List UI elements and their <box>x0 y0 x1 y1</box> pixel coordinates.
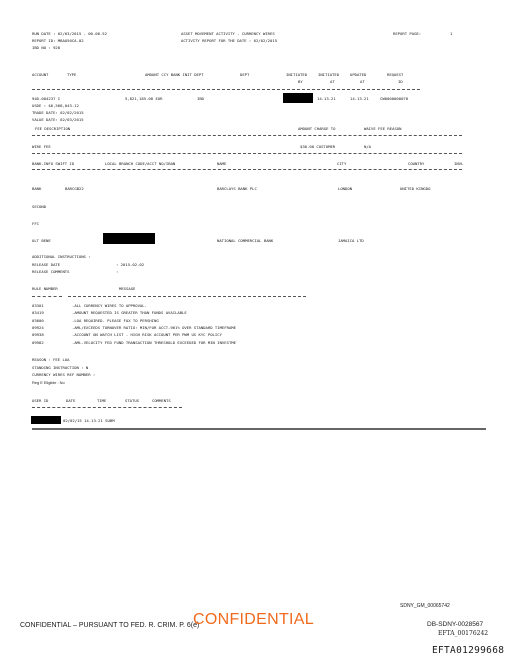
rule-number: 03419 <box>32 310 44 315</box>
record-trade-date: TRADE DATE: 02/02/2015 <box>32 110 84 115</box>
rule-message: -ALL CURRENCY WIRES TO APPROVAL. <box>72 303 147 308</box>
col-initiated-at: INITIATED <box>318 72 340 77</box>
name-header: NAME <box>217 161 227 166</box>
ibd-number: IBD NO : 928 <box>32 45 61 50</box>
col-request-id-2: ID <box>398 79 403 84</box>
bank-swift: BARCGB22 <box>65 186 84 191</box>
record-updated-time: 14.13.21 <box>350 96 369 101</box>
rule-message-separator <box>68 296 306 297</box>
rule-message-header: MESSAGE <box>119 286 136 291</box>
status-row: 02/02/15 14.13.21 SUBM <box>63 418 115 423</box>
fee-name: WIRE FEE <box>32 144 51 149</box>
rule-number-separator <box>32 296 62 297</box>
fee-separator <box>32 135 462 136</box>
col-updated-at: UPDATED <box>350 72 367 77</box>
record-value-date: VALUE DATE: 02/03/2015 <box>32 117 84 122</box>
fee-waive-header: WAIVE FEE REASON <box>364 126 402 131</box>
ult-bene-label: ULT BENE <box>32 238 51 243</box>
header-separator <box>32 89 420 90</box>
rule-message: -LOA REQUIRED. PLEASE FAX TO PERSHING <box>72 318 159 323</box>
additional-instructions: ADDITIONAL INSTRUCTIONS : <box>32 254 91 259</box>
status-header: STATUS <box>125 398 140 403</box>
report-page-number: 1 <box>450 31 453 36</box>
release-comments-label: RELEASE COMMENTS <box>32 269 70 274</box>
rule-number: 09924 <box>32 325 44 330</box>
redaction-box <box>103 233 155 244</box>
rule-message: -AML/EXCEEDS TURNOVER RATIO: MIN/FOR ACCT-961% OVER STANDARD TIMEFRAME <box>72 325 236 330</box>
branch-code-header: LOCAL BRANCH CODE/ACCT NO/IBAN <box>105 161 176 166</box>
record-amount: 5,821,185.08 EUR <box>125 96 163 101</box>
comments-header: COMMENTS <box>152 398 171 403</box>
col-initiated-at-2: AT <box>330 79 335 84</box>
rule-message: -AML-VELOCITY FED FUND TRANSACTION THRESHOLD EXCEEDED FOR MIN INVESTME <box>72 340 236 345</box>
rule-number: 03600 <box>32 318 44 323</box>
col-type: TYPE <box>67 72 77 77</box>
bank-country: UNITED KINGDO <box>400 186 431 191</box>
confidential-notice: CONFIDENTIAL – PURSUANT TO FED. R. CRIM. P. 6(e) <box>20 622 200 629</box>
record-init: IBD <box>197 96 205 101</box>
second-label: SECOND <box>32 204 47 209</box>
activity-report-date: ACTIVITY REPORT FOR THE DATE : 02/02/2015 <box>181 38 278 43</box>
bank-info-separator <box>32 169 462 170</box>
col-account: ACCOUNT <box>32 72 49 77</box>
redaction-box <box>283 93 313 103</box>
ult-bene-city: JAMAICA LTD <box>338 238 364 243</box>
confidential-stamp: CONFIDENTIAL <box>193 611 314 628</box>
col-initiated-by-2: BY <box>298 79 303 84</box>
status-separator <box>32 407 182 408</box>
release-date-value: : 2015-02-02 <box>116 262 145 267</box>
rule-number: 03301 <box>32 303 44 308</box>
date-header: DATE <box>66 398 76 403</box>
record-initiated-time: 14.13.21 <box>317 96 336 101</box>
col-updated-at-2: AT <box>360 79 365 84</box>
redaction-box <box>31 416 61 424</box>
end-rule <box>32 428 486 430</box>
col-dept: DEPT <box>240 72 250 77</box>
fee-description-header: FEE DESCRIPTION <box>35 126 71 131</box>
bank-city: LONDON <box>338 186 353 191</box>
fee-amount-header: AMOUNT CHARGE TO <box>298 126 336 131</box>
col-initiated-by: INITIATED <box>286 72 308 77</box>
fee-waive: N/A <box>364 144 372 149</box>
bates-gm: SDNY_GM_00065742 <box>400 603 450 609</box>
release-comments-value: : <box>116 269 119 274</box>
standing-instruction: STANDING INSTRUCTION : N <box>32 365 89 370</box>
report-page-label: REPORT PAGE: <box>393 31 422 36</box>
fee-end-separator <box>32 153 462 154</box>
time-header: TIME <box>97 398 107 403</box>
user-id-header: USER ID <box>32 398 49 403</box>
fee-amount: $30.00 CUSTOMER <box>300 144 336 149</box>
record-usde: USDE : $6,568,043.12 <box>32 103 79 108</box>
rule-number: 09982 <box>32 340 44 345</box>
city-header: CITY <box>337 161 347 166</box>
col-amount-ccy: AMOUNT CCY BANK INIT DEPT <box>145 72 204 77</box>
record-request-id: CW0000000078 <box>380 96 409 101</box>
bank-name: BARCLAYS BANK PLC <box>217 186 257 191</box>
bank-info-header: BANK-INFO SWIFT ID <box>32 161 75 166</box>
ffc-label: FFC <box>32 221 40 226</box>
country-header: COUNTRY <box>408 161 425 166</box>
efta-large: EFTA01299668 <box>432 645 505 656</box>
rule-message: -ACCOUNT ON WATCH LIST - HIGH RISK ACCOUNT PER PWM US KYC POLICY <box>72 332 222 337</box>
invl-header: INVL <box>454 161 464 166</box>
rule-message: -AMOUNT REQUESTED IS GREATER THAN FUNDS AVAILABLE <box>72 310 187 315</box>
ult-bene-name: NATIONAL COMMERCIAL BANK <box>217 238 274 243</box>
col-request-id: REQUEST <box>387 72 404 77</box>
reason: REASON : FEE LOA <box>32 357 70 362</box>
bates-db: DB-SDNY-0028567 <box>427 621 484 628</box>
release-date-label: RELEASE DATE <box>32 262 61 267</box>
efta-small: EFTA_00176242 <box>438 630 489 637</box>
report-title: ASSET MOVEMENT ACTIVITY - CURRENCY WIRES <box>181 31 275 36</box>
record-account: 94D-004237 I <box>32 96 61 101</box>
wires-ref-number: CURRENCY WIRES REF NUMBER : <box>32 372 96 377</box>
report-id: REPORT ID: MBAO50CA-02 <box>32 38 84 43</box>
run-date: RUN DATE : 02/03/2015 - 00.06.52 <box>32 31 107 36</box>
bank-label: BANK <box>32 186 42 191</box>
reg-e-eligible: Reg E Eligible : No <box>32 380 65 385</box>
rule-number-header: RULE NUMBER <box>32 286 58 291</box>
rule-number: 09938 <box>32 332 44 337</box>
